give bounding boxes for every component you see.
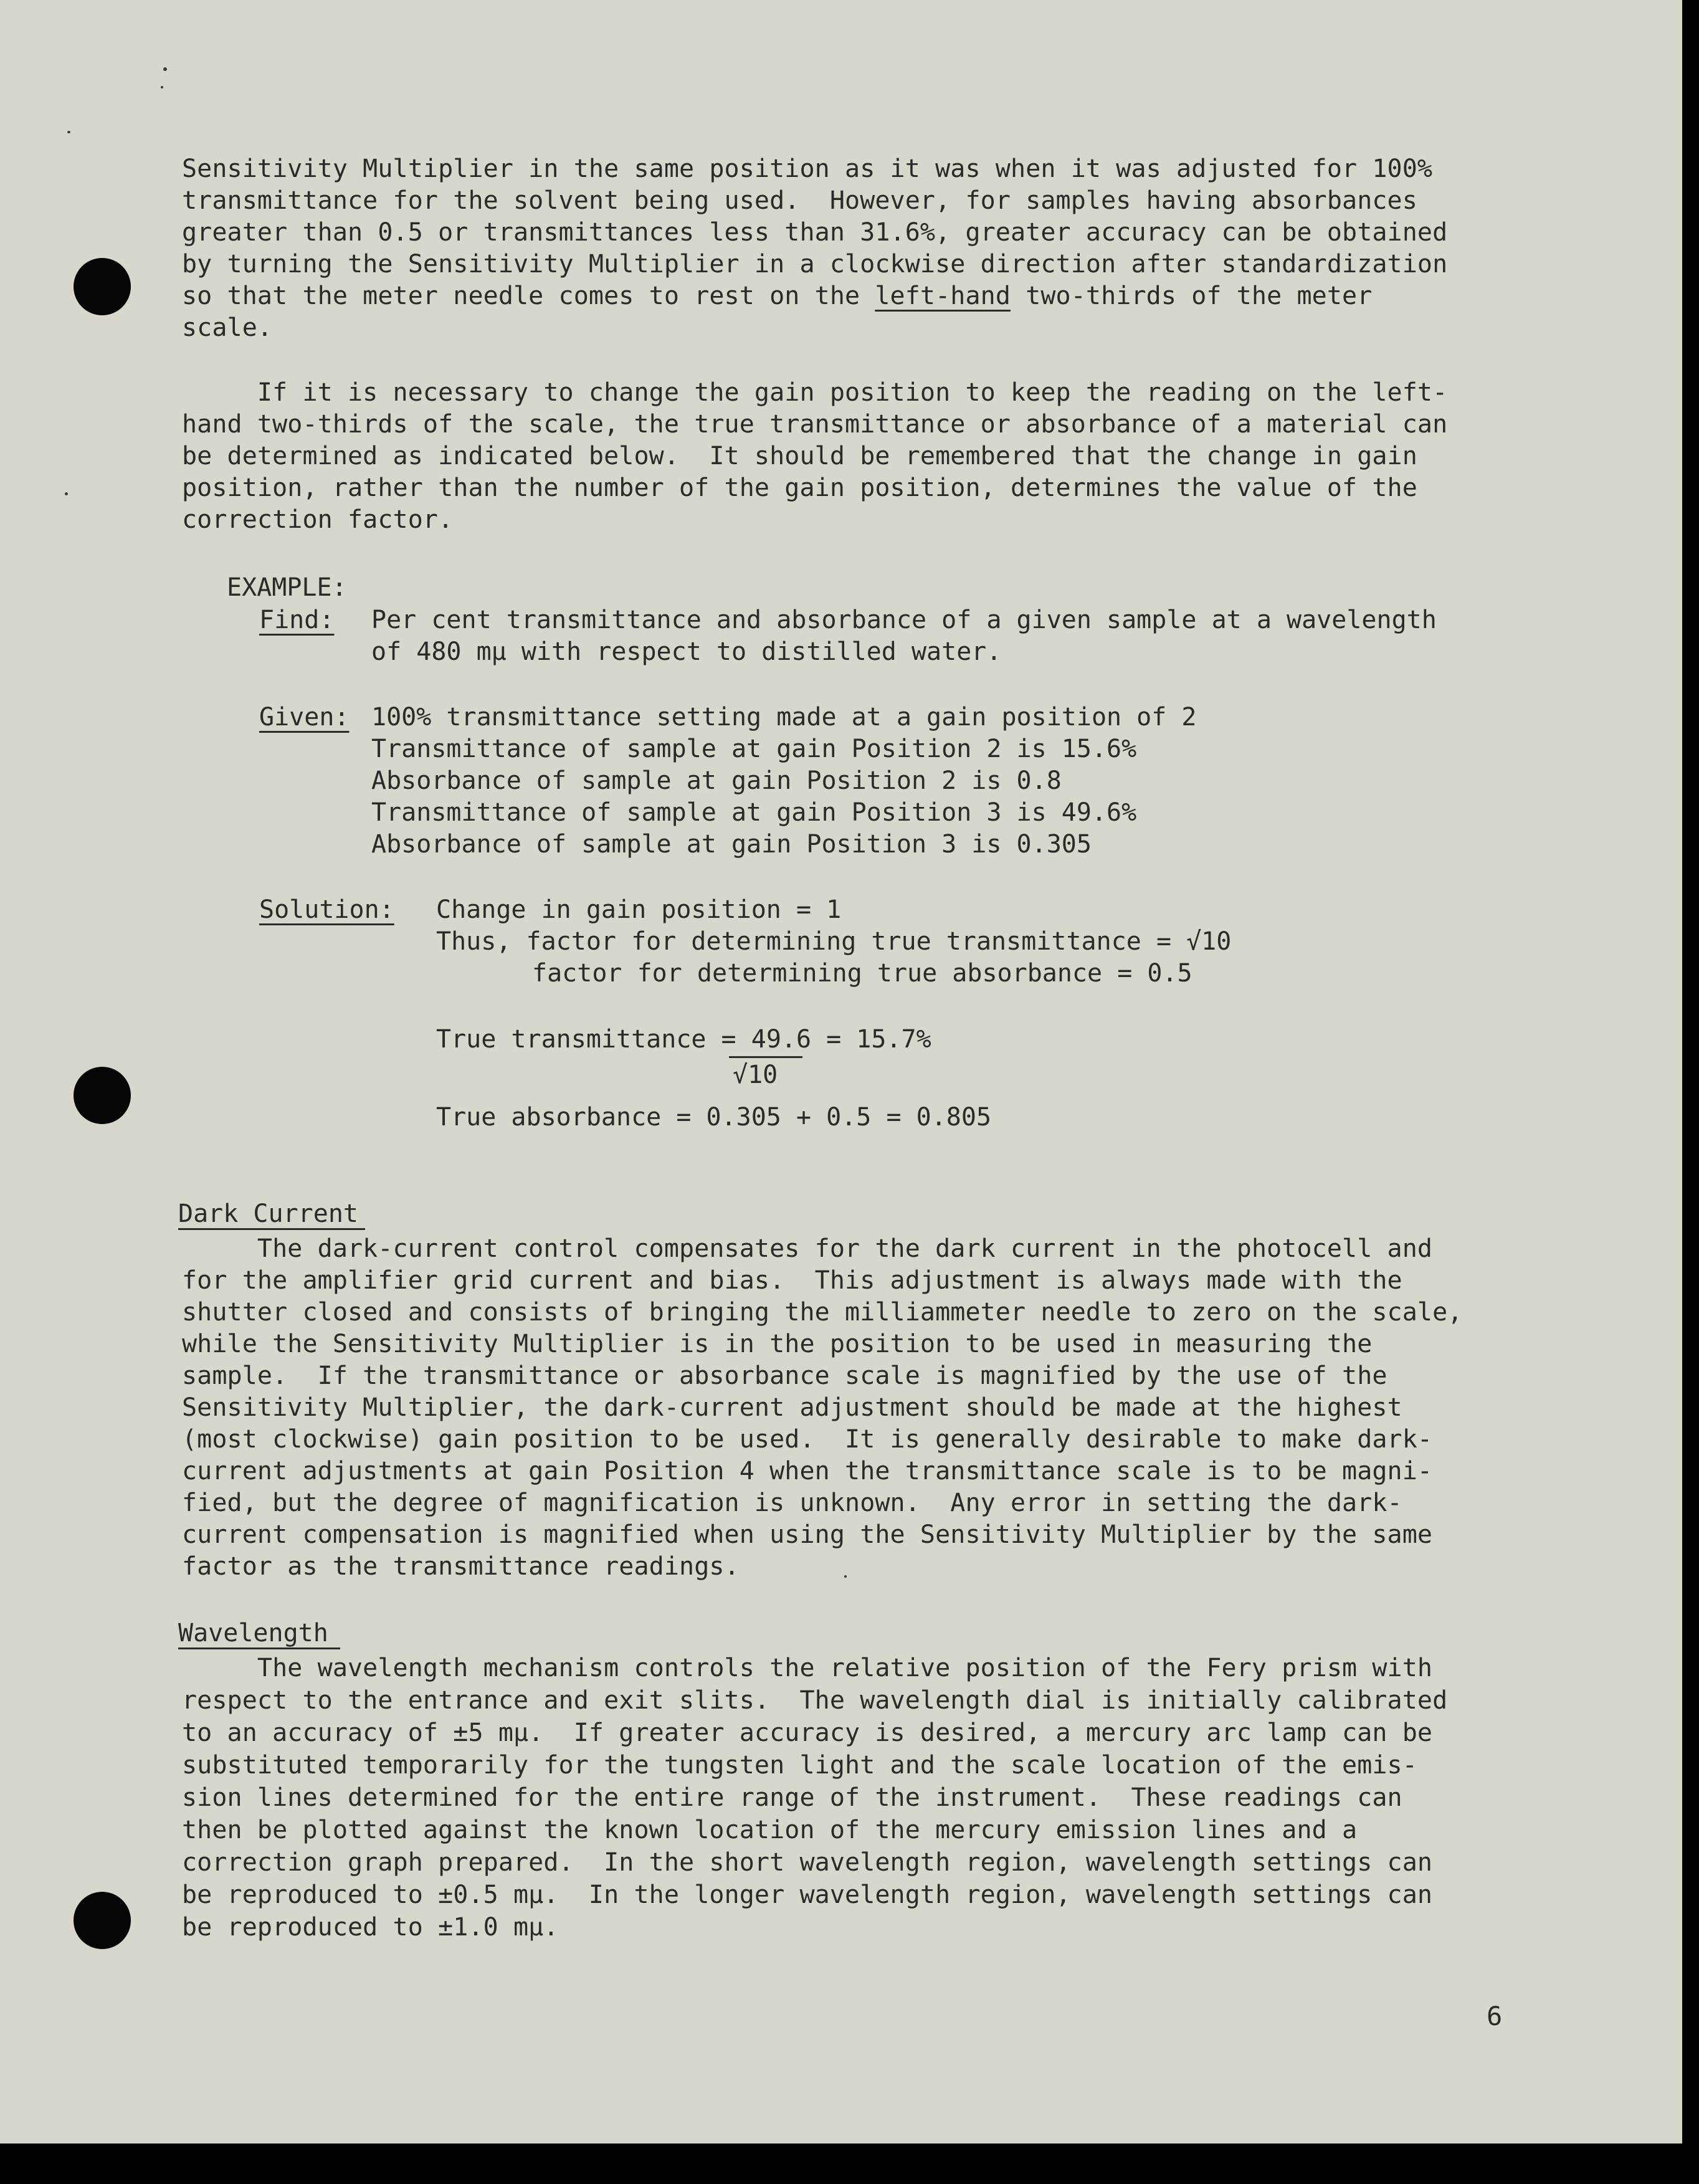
text-line: respect to the entrance and exit slits. The wavelength dial is initially calibrated [182, 1686, 1448, 1715]
punch-hole-top [74, 258, 131, 315]
text-line [182, 280, 1372, 313]
given-text-line: Transmittance of sample at gain Position 3 is 49.6% [371, 798, 1137, 827]
given-text-line: 100% transmittance setting made at a gain position of 2 [371, 703, 1197, 732]
heading-text: Dark Current [178, 1199, 358, 1228]
text-line: be reproduced to ±1.0 mμ. [182, 1913, 559, 1942]
find-text-line: Per cent transmittance and absorbance of a given sample at a wavelength [371, 606, 1437, 634]
text-line: current adjustments at gain Position 4 when the transmittance scale is to be magni- [182, 1457, 1433, 1485]
text-line: be reproduced to ±0.5 mμ. In the longer wavelength region, wavelength settings can [182, 1881, 1433, 1909]
fraction-numerator: 49.6 [751, 1025, 812, 1054]
find-label: Find: [259, 606, 335, 634]
text-line: substituted temporarily for the tungsten light and the scale location of the emis- [182, 1751, 1417, 1780]
paper-speck [163, 67, 167, 71]
text-line: current compensation is magnified when using the Sensitivity Multiplier by the same [182, 1520, 1433, 1549]
text-line: Sensitivity Multiplier in the same position as it was when it was adjusted for 100% [182, 155, 1433, 183]
underlined-left-hand: left-hand [875, 282, 1011, 310]
text-line: be determined as indicated below. It should be remembered that the change in gain [182, 442, 1417, 470]
paper-speck [65, 492, 68, 495]
text-line: correction factor. [182, 505, 454, 534]
page-number: 6 [1487, 2001, 1503, 2031]
text-segment: two-thirds of the meter [1011, 282, 1373, 310]
given-text-line: Transmittance of sample at gain Position 2 is 15.6% [371, 735, 1137, 763]
given-text-line: Absorbance of sample at gain Position 3 is 0.305 [371, 830, 1092, 859]
heading-rule [178, 1228, 365, 1230]
solution-label: Solution: [259, 895, 394, 924]
paper-speck [844, 1575, 847, 1578]
paper-speck [161, 86, 163, 88]
find-text-line: of 480 mμ with respect to distilled water. [371, 637, 1002, 666]
text-line: to an accuracy of ±5 mμ. If greater accuracy is desired, a mercury arc lamp can be [182, 1719, 1433, 1747]
equation-prefix: True transmittance = [436, 1025, 751, 1054]
text-line: correction graph prepared. In the short wavelength region, wavelength settings can [182, 1848, 1433, 1877]
text-line: by turning the Sensitivity Multiplier in a clockwise direction after standardization [182, 250, 1448, 279]
text-line: shutter closed and consists of bringing the milliammeter needle to zero on the scale, [182, 1298, 1463, 1327]
heading-text: Wavelength [178, 1619, 328, 1648]
solution-text-line: Thus, factor for determining true transmittance = √10 [436, 927, 1232, 956]
text-line: position, rather than the number of the gain position, determines the value of the [182, 474, 1417, 502]
text-line: hand two-thirds of the scale, the true transmittance or absorbance of a material can [182, 410, 1448, 439]
text-line: then be plotted against the known location of the mercury emission lines and a [182, 1816, 1358, 1844]
text-line: fied, but the degree of magnification is unknown. Any error in setting the dark- [182, 1489, 1402, 1517]
punch-hole-bottom [74, 1892, 131, 1949]
section-heading [178, 1618, 328, 1649]
punch-hole-middle [74, 1067, 131, 1124]
example-label: EXAMPLE: [227, 573, 347, 602]
text-line: factor as the transmittance readings. [182, 1552, 740, 1581]
text-line: The dark-current control compensates for the dark current in the photocell and [182, 1234, 1433, 1263]
text-line: transmittance for the solvent being used. However, for samples having absorbances [182, 186, 1417, 215]
text-line: while the Sensitivity Multiplier is in the position to be used in measuring the [182, 1330, 1373, 1358]
solution-text-line: Change in gain position = 1 [436, 895, 842, 924]
text-line: greater than 0.5 or transmittances less than 31.6%, greater accuracy can be obtained [182, 218, 1448, 247]
text-line: sion lines determined for the entire range of the instrument. These readings can [182, 1783, 1402, 1812]
text-segment: so that the meter needle comes to rest on the [182, 282, 875, 310]
heading-rule [178, 1648, 340, 1649]
given-text-line: Absorbance of sample at gain Position 2 is 0.8 [371, 766, 1062, 795]
true-transmittance-equation [436, 1024, 931, 1056]
text-line: The wavelength mechanism controls the relative position of the Fery prism with [182, 1654, 1433, 1682]
text-line: sample. If the transmittance or absorbance scale is magnified by the use of the [182, 1361, 1387, 1390]
paper-speck [67, 131, 70, 133]
text-line: If it is necessary to change the gain position to keep the reading on the left- [182, 378, 1448, 407]
text-line: Sensitivity Multiplier, the dark-current adjustment should be made at the highest [182, 1393, 1402, 1422]
equation-result: = 15.7% [811, 1025, 931, 1054]
solution-text-line: factor for determining true absorbance = 0.5 [532, 959, 1192, 988]
true-absorbance-equation: True absorbance = 0.305 + 0.5 = 0.805 [436, 1103, 992, 1132]
text-line: for the amplifier grid current and bias. This adjustment is always made with the [182, 1266, 1402, 1295]
section-heading [178, 1198, 358, 1230]
fraction-bar [729, 1056, 802, 1058]
given-label: Given: [259, 703, 350, 732]
text-line: (most clockwise) gain position to be used. It is generally desirable to make dark- [182, 1425, 1433, 1454]
text-line: scale. [182, 313, 273, 342]
fraction-denominator: √10 [733, 1061, 778, 1089]
